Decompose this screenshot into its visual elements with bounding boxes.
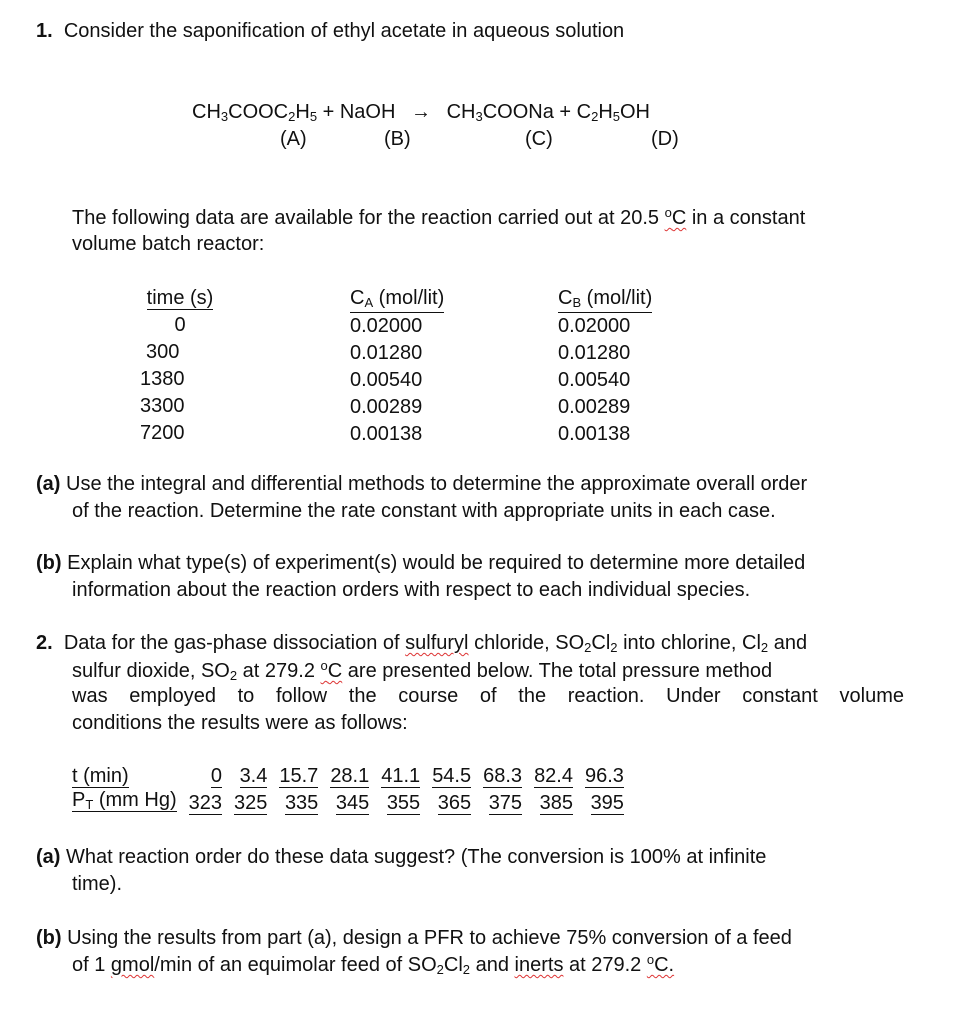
time-column — [140, 285, 220, 447]
ca-value: 0.02000 — [350, 315, 423, 337]
product-c: $CH_3COONa$ — [446, 101, 554, 124]
degree-celsius: $^o$C — [320, 658, 343, 682]
equation-label-a: (A) — [280, 128, 307, 150]
part-label: (a) — [36, 473, 61, 495]
degree-celsius: $^o$C. — [646, 952, 675, 976]
ca-value: 0.00540 — [350, 369, 423, 391]
p-value: 365 — [437, 791, 472, 814]
time-value: 1380 — [140, 368, 185, 390]
time-value: 300 — [146, 341, 180, 363]
cb-value: 0.00540 — [558, 369, 631, 391]
p-value: 395 — [590, 791, 624, 814]
equation-label-d: (D) — [651, 128, 679, 150]
t-value: 54.5 — [432, 765, 472, 787]
equation-label-b: (B) — [384, 128, 411, 150]
cb-value: 0.01280 — [558, 342, 631, 364]
cb-value: 0.02000 — [558, 315, 631, 337]
q1-equation: $CH_3COOC_2H_5$ + NaOH → $CH_3COONa + C_2H_5OH$ — [192, 101, 650, 124]
time-header: time (s) — [146, 287, 214, 309]
pressure-table — [72, 764, 630, 817]
reactant-a: $CH_3COOC_2H_5$ — [192, 101, 318, 124]
time-value: 3300 — [140, 395, 185, 417]
p-value: 325 — [234, 791, 268, 814]
p-value: 385 — [539, 791, 573, 814]
q1-part-b: (b) Explain what type(s) of experiment(s) would be required to determine more detailed — [36, 552, 806, 574]
ca-value: 0.00138 — [350, 423, 423, 445]
t-value: 0 — [210, 765, 222, 787]
p-value: 335 — [284, 791, 319, 814]
cb-value: 0.00289 — [558, 396, 631, 418]
q1-part-a: (a) Use the integral and differential methods to determine the approximate overall order — [36, 473, 808, 495]
formula-cl2: $Cl_2$ — [742, 632, 769, 655]
q1-part-a-line2: of the reaction. Determine the rate constant with appropriate units in each case. — [72, 500, 776, 522]
equation-label-c: (C) — [525, 128, 553, 150]
q1-part-b-line2: information about the reaction orders with respect to each individual species. — [72, 579, 751, 601]
q2-line1: 2. Data for the gas-phase dissociation of sulfuryl chloride, $SO_2Cl_2$ into chlorine, $Cl_2$ and — [36, 632, 808, 655]
q1-intro-line1: The following data are available for the reaction carried out at 20.5 $^o$C in a constant — [72, 205, 806, 229]
product-d: $C_2H_5OH$ — [576, 101, 650, 124]
p-value: 355 — [386, 791, 421, 814]
q2-part-a-line2: time). — [72, 873, 122, 895]
p-label: $P_T$ (mm Hg) — [72, 789, 177, 812]
t-value: 68.3 — [483, 765, 523, 787]
q2-line3: was employed to follow the course of the reaction. Under constant volume — [72, 685, 904, 707]
t-label: t (min) — [72, 765, 129, 787]
ca-header: $C_A$ (mol/lit) — [350, 285, 444, 313]
time-value: 0 — [174, 314, 186, 336]
t-value: 28.1 — [330, 765, 370, 787]
t-value: 41.1 — [381, 765, 421, 787]
part-label: (b) — [36, 927, 62, 949]
p-value: 375 — [488, 791, 523, 814]
ca-column — [350, 285, 444, 448]
cb-header: $C_B$ (mol/lit) — [558, 285, 652, 313]
q1-number: 1. — [36, 20, 53, 42]
q2-line4: conditions the results were as follows: — [72, 712, 408, 734]
t-value: 96.3 — [585, 765, 624, 787]
q2-part-a: (a) What reaction order do these data suggest? (The conversion is 100% at infinite — [36, 846, 767, 868]
q1-intro-line2: volume batch reactor: — [72, 233, 265, 255]
cb-column — [558, 285, 652, 448]
t-value: 82.4 — [534, 765, 573, 787]
cb-value: 0.00138 — [558, 423, 631, 445]
p-value: 323 — [188, 791, 222, 814]
t-value: 3.4 — [239, 765, 268, 787]
time-value: 7200 — [140, 422, 185, 444]
formula-so2: $SO_2$ — [200, 660, 238, 683]
p-value: 345 — [335, 791, 370, 814]
q2-part-b-line2: of 1 gmol/min of an equimolar feed of $SO_2Cl_2$ and inerts at 279.2 $^o$C. — [72, 952, 675, 977]
q2-number: 2. — [36, 632, 53, 654]
reactant-b: NaOH — [339, 101, 396, 123]
q2-line2: sulfur dioxide, $SO_2$ at 279.2 $^o$C are presented below. The total pressure method — [72, 658, 773, 683]
ca-value: 0.00289 — [350, 396, 423, 418]
t-value: 15.7 — [279, 765, 319, 787]
q1-heading — [36, 19, 624, 43]
part-label: (a) — [36, 846, 61, 868]
formula-so2cl2: $SO_2Cl_2$ — [555, 632, 618, 655]
degree-celsius: $^o$C — [664, 205, 687, 229]
formula-so2cl2: $SO_2Cl_2$ — [407, 954, 471, 977]
q2-part-b: (b) Using the results from part (a), design a PFR to achieve 75% conversion of a feed — [36, 927, 792, 949]
ca-value: 0.01280 — [350, 342, 423, 364]
t-row — [72, 764, 630, 788]
reaction-arrow: → — [411, 101, 431, 123]
q1-heading-text: Consider the saponification of ethyl acetate in aqueous solution — [63, 20, 625, 42]
p-row — [72, 788, 630, 817]
part-label: (b) — [36, 552, 62, 574]
